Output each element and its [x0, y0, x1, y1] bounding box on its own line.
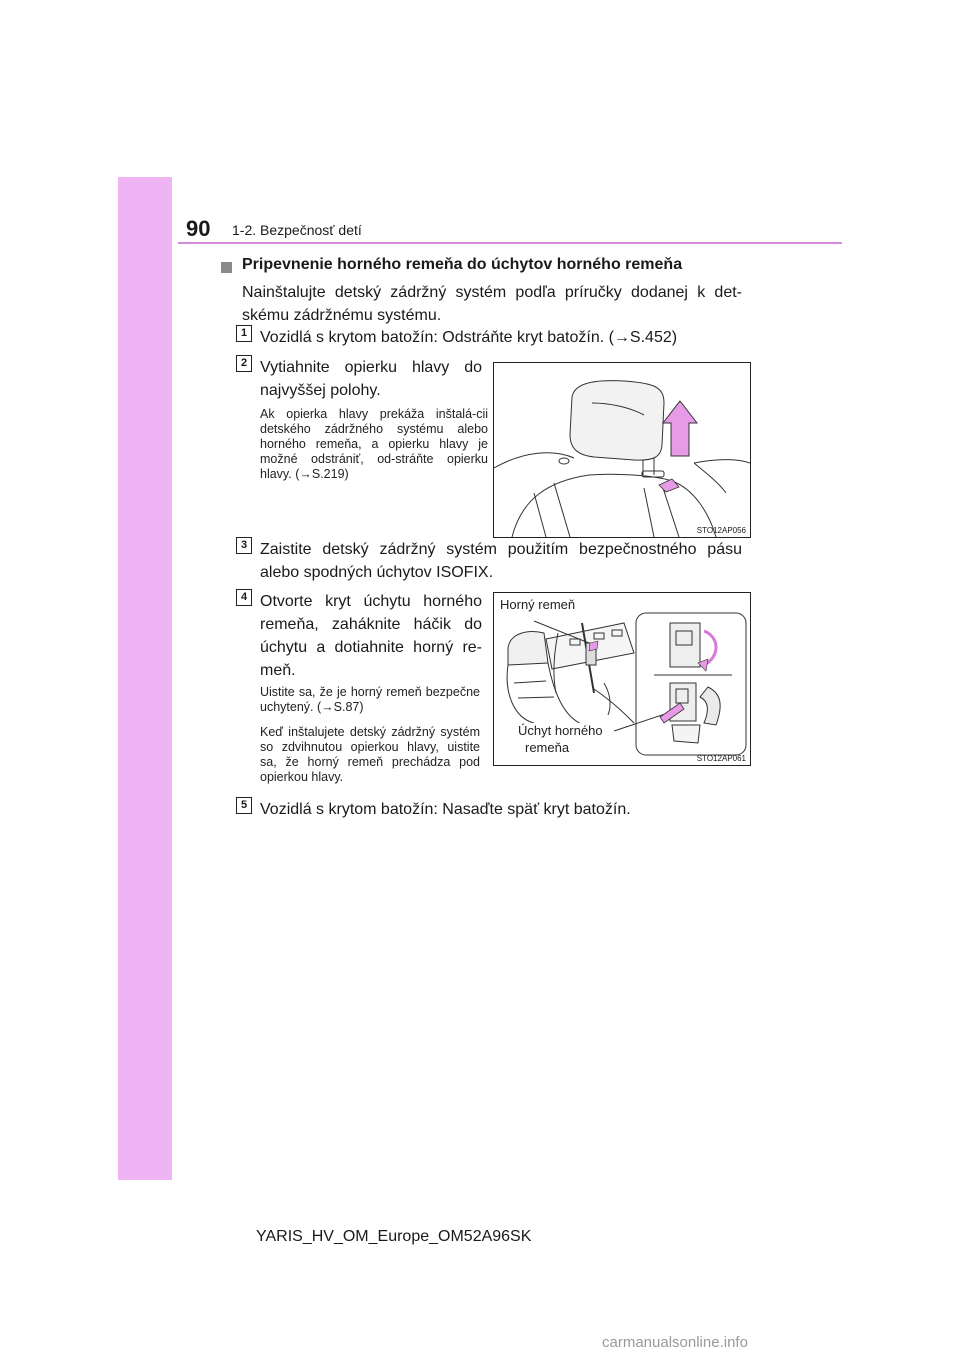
- document-id: YARIS_HV_OM_Europe_OM52A96SK: [256, 1228, 532, 1245]
- callout-anchor-line2: remeňa: [525, 740, 570, 755]
- step-number-2: 2: [236, 355, 252, 372]
- figure-code: STO12AP056: [696, 526, 746, 535]
- section-title: 1-2. Bezpečnosť detí: [232, 222, 362, 238]
- figure-code: STO12AP061: [696, 754, 746, 763]
- step-text-1: Vozidlá s krytom batožín: Odstráňte kryt batožín. (→S.452): [260, 329, 678, 346]
- step-note-2: Ak opierka hlavy prekáža inštalá-cii detského zádržného systému alebo horného remeňa, a opierku hlavy je možné odstrániť, od-stráňte opierku hlavy. (→S.219): [260, 407, 488, 481]
- intro-paragraph: Nainštalujte detský zádržný systém podľa príručky dodanej k det-skému zádržnému systému.: [242, 284, 742, 324]
- tether-anchor-figure: [493, 592, 751, 766]
- heading-square-icon: [221, 262, 232, 273]
- callout-anchor-line1: Úchyt horného: [518, 723, 603, 738]
- step-text-5: Vozidlá s krytom batožín: Nasaďte späť kryt batožín.: [260, 801, 631, 818]
- step-number-5: 5: [236, 797, 252, 814]
- step-text-4: Otvorte kryt úchytu horného remeňa, zaháknite háčik do úchytu a dotiahnite horný re-meň.: [260, 593, 482, 679]
- callout-top-strap: Horný remeň: [500, 597, 576, 612]
- step-text-2: Vytiahnite opierku hlavy do najvyššej polohy.: [260, 359, 482, 399]
- watermark: carmanualsonline.info: [602, 1334, 748, 1351]
- header-rule: [178, 242, 842, 244]
- section-heading: Pripevnenie horného remeňa do úchytov horného remeňa: [242, 256, 683, 273]
- step-note-4a: Uistite sa, že je horný remeň bezpečne uchytený. (→S.87): [260, 685, 480, 714]
- step-text-3: Zaistite detský zádržný systém použitím bezpečnostného pásu alebo spodných úchytov ISOFIX.: [260, 541, 742, 581]
- step-number-3: 3: [236, 537, 252, 554]
- step-number-1: 1: [236, 325, 252, 342]
- page-number: 90: [186, 216, 211, 241]
- step-number-4: 4: [236, 589, 252, 606]
- headrest-figure: [493, 362, 751, 538]
- side-tab-bar: [118, 177, 172, 1180]
- step-note-4b: Keď inštalujete detský zádržný systém so zdvihnutou opierkou hlavy, uistite sa, že horný remeň prechádza pod opierkou hlavy.: [260, 725, 480, 784]
- headrest-illustration: [494, 363, 750, 537]
